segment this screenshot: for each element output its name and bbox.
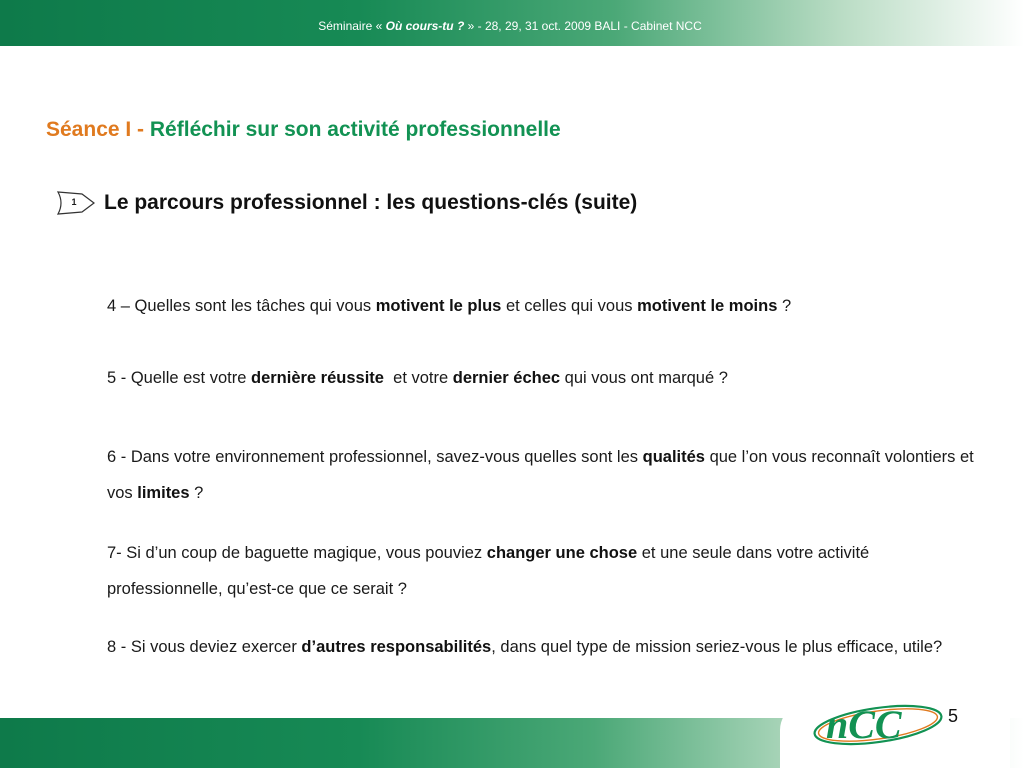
q6-text-3: ?	[189, 484, 204, 502]
q8-text-1: 8 - Si vous deviez exercer	[107, 638, 302, 656]
q8-emphasis-1: d’autres responsabilités	[301, 638, 492, 656]
q4-emphasis-2: motivent le moins	[637, 297, 778, 315]
title-prefix: Séance I -	[46, 118, 150, 141]
q4-text-3: ?	[777, 297, 792, 315]
q8-text-2: , dans quel type de mission seriez-vous le plus efficace, utile?	[491, 638, 943, 656]
header-text	[250, 19, 770, 33]
q5-text-2: et votre	[383, 369, 453, 387]
q7-text-1: 7- Si d’un coup de baguette magique, vous pouviez	[107, 544, 487, 562]
q6-emphasis-2: limites	[137, 484, 190, 502]
question-7	[107, 535, 987, 607]
q4-text-1: 4 – Quelles sont les tâches qui vous	[107, 297, 376, 315]
header-text-before: Séminaire «	[318, 19, 386, 33]
q4-text-2: et celles qui vous	[501, 297, 638, 315]
question-4	[107, 288, 987, 324]
q6-text-1: 6 - Dans votre environnement professionnel, savez-vous quelles sont les	[107, 448, 643, 466]
q5-text-1: 5 - Quelle est votre	[107, 369, 251, 387]
page-number: 5	[948, 706, 959, 726]
q7-emphasis-1: changer une chose	[486, 544, 638, 562]
q6-text-2: que l’on vous reconnaît volontiers et vos	[107, 448, 974, 502]
q5-text-3: qui vous ont marqué ?	[560, 369, 728, 387]
q7-text-2: et une seule dans votre activité professionnelle, qu’est-ce que ce serait ?	[107, 544, 870, 598]
question-5	[107, 360, 987, 396]
header-text-after: » - 28, 29, 31 oct. 2009 BALI - Cabinet NCC	[464, 19, 702, 33]
question-6	[107, 439, 987, 511]
logo-text: nCC	[826, 702, 902, 747]
header-text-emphasis: Où cours-tu ?	[385, 19, 465, 33]
page-title	[46, 118, 561, 142]
section-subtitle: Le parcours professionnel : les questions-clés (suite)	[104, 191, 638, 214]
q6-emphasis-1: qualités	[642, 448, 705, 466]
ncc-logo	[806, 696, 946, 750]
title-main: Réfléchir sur son activité professionnelle	[149, 118, 561, 141]
marker-number: 1	[71, 197, 77, 207]
q4-emphasis-1: motivent le plus	[375, 297, 502, 315]
q5-emphasis-2: dernier échec	[452, 369, 561, 387]
question-8	[107, 629, 987, 665]
q5-emphasis-1: dernière réussite	[250, 369, 384, 387]
